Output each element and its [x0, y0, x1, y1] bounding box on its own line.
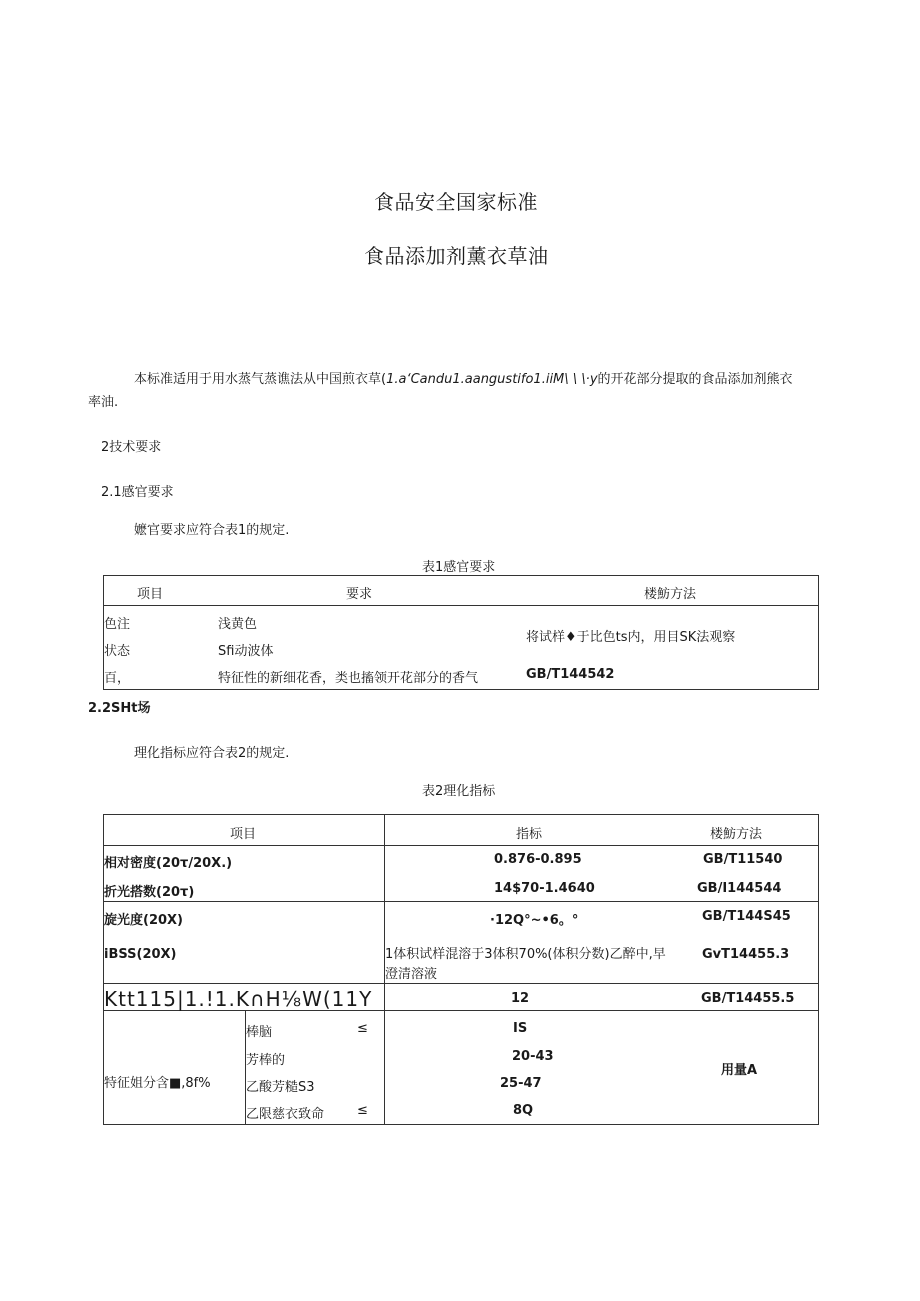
table1-row-item: 状态 — [104, 644, 131, 659]
document-title: 食品安全国家标准 — [374, 190, 538, 214]
table2-header-divider — [104, 845, 818, 846]
table2-row-method: GB/T14455.5 — [701, 991, 795, 1006]
table2-sub-name: 棒脑 — [246, 1025, 273, 1040]
table2-row-method: GB/T11540 — [703, 852, 783, 867]
table2-header-method: 楼魴方法 — [710, 827, 763, 842]
table2-row-item: 旋光度(20X) — [104, 913, 183, 928]
section-2-2-heading: 2.2SHt场 — [88, 701, 151, 716]
table2-row-divider — [104, 901, 818, 902]
table2-row-value: 0.876-0.895 — [494, 852, 582, 867]
table2-row-item: 折光搭数(20τ) — [104, 885, 195, 900]
table1-method-merged: 将试样♦于比色ts内，用目SK法观察 — [526, 630, 736, 645]
table1-row-item: 百， — [104, 671, 131, 686]
table2-sub-value: 20-43 — [512, 1049, 554, 1064]
table2-sub-value: 25-47 — [500, 1076, 542, 1091]
table2-row-method: GvT14455.3 — [702, 947, 790, 962]
table2-row-item: 相对密度(20τ/20X.) — [104, 856, 233, 871]
table2-group-method: 用量A — [721, 1063, 758, 1078]
table1-header-divider — [104, 605, 818, 606]
table2-row-value-line2: 澄清溶液 — [385, 967, 438, 982]
section-2-1-text: 嬷官要求应符合表1的规定. — [134, 523, 290, 538]
table2-row-value: 12 — [511, 991, 530, 1006]
table2-sub-value: 8Q — [513, 1103, 534, 1118]
table2-row-item: iBSS(20X) — [104, 947, 177, 962]
table2-row-value: 14$70-1.4640 — [494, 881, 595, 896]
table2-row-divider — [104, 983, 818, 984]
intro-line-1 — [134, 368, 793, 387]
intro-suffix: 的开花部分提取的食品添加剂熊衣 — [597, 372, 793, 387]
table2-sub-name: 乙限慈衣致命 — [246, 1107, 325, 1122]
table2-sub-name: 芳棒的 — [246, 1053, 286, 1068]
table2-sub-name: 乙酸芳糙S3 — [246, 1080, 315, 1095]
intro-line-2: 率油. — [88, 395, 119, 410]
table2-sub-sym: ≤ — [357, 1103, 368, 1118]
table2 — [103, 814, 819, 1125]
table2-sub-value: IS — [513, 1021, 528, 1036]
table1-row-req: 特征性的新细花香，类也搐领开花部分的香气 — [218, 671, 479, 686]
intro-prefix: 本标准适用于用水蒸气蒸谯法从中国煎衣草( — [134, 372, 387, 387]
table2-header-item: 项目 — [230, 827, 257, 842]
table1-header-method: 楼魴方法 — [644, 587, 697, 602]
table2-caption: 表2理化指标 — [422, 784, 496, 799]
intro-latin: 1.a‘Candu1.aangustifo1.iiM\ \ \·y — [386, 372, 598, 387]
table1-header-req: 要求 — [346, 587, 373, 602]
table2-row-item: Ktt115|1.!1.K∩H⅛W(11Y — [104, 987, 373, 1011]
table1-row-req: 浅黄色 — [218, 617, 258, 632]
table2-header-value: 指标 — [516, 827, 543, 842]
table1-row-item: 色注 — [104, 617, 131, 632]
table1-caption: 表1感官要求 — [422, 560, 496, 575]
table2-row-method: GB/T144S45 — [702, 909, 791, 924]
table2-sub-sym: ≤ — [357, 1021, 368, 1036]
section-2-heading: 2技术要求 — [101, 440, 162, 455]
table2-group-label: 特征姐分含■,8f% — [104, 1076, 211, 1091]
section-2-2-text: 理化指标应符合表2的规定. — [134, 746, 290, 761]
table2-row-value: ·12Q°~•6。° — [490, 913, 579, 928]
table1-method-last: GB/T144542 — [526, 667, 615, 682]
table1 — [103, 575, 819, 690]
document-subtitle: 食品添加剂薰衣草油 — [364, 244, 549, 268]
table2-row-method: GB/I144544 — [697, 881, 782, 896]
section-2-1-heading: 2.1感官要求 — [101, 485, 174, 500]
table1-header-item: 项目 — [137, 587, 164, 602]
table2-row-value-line1: 1体积试样混溶于3体积70%(体积分数)乙醉中,早 — [385, 947, 666, 962]
table1-row-req: Sfi动波体 — [218, 644, 274, 659]
